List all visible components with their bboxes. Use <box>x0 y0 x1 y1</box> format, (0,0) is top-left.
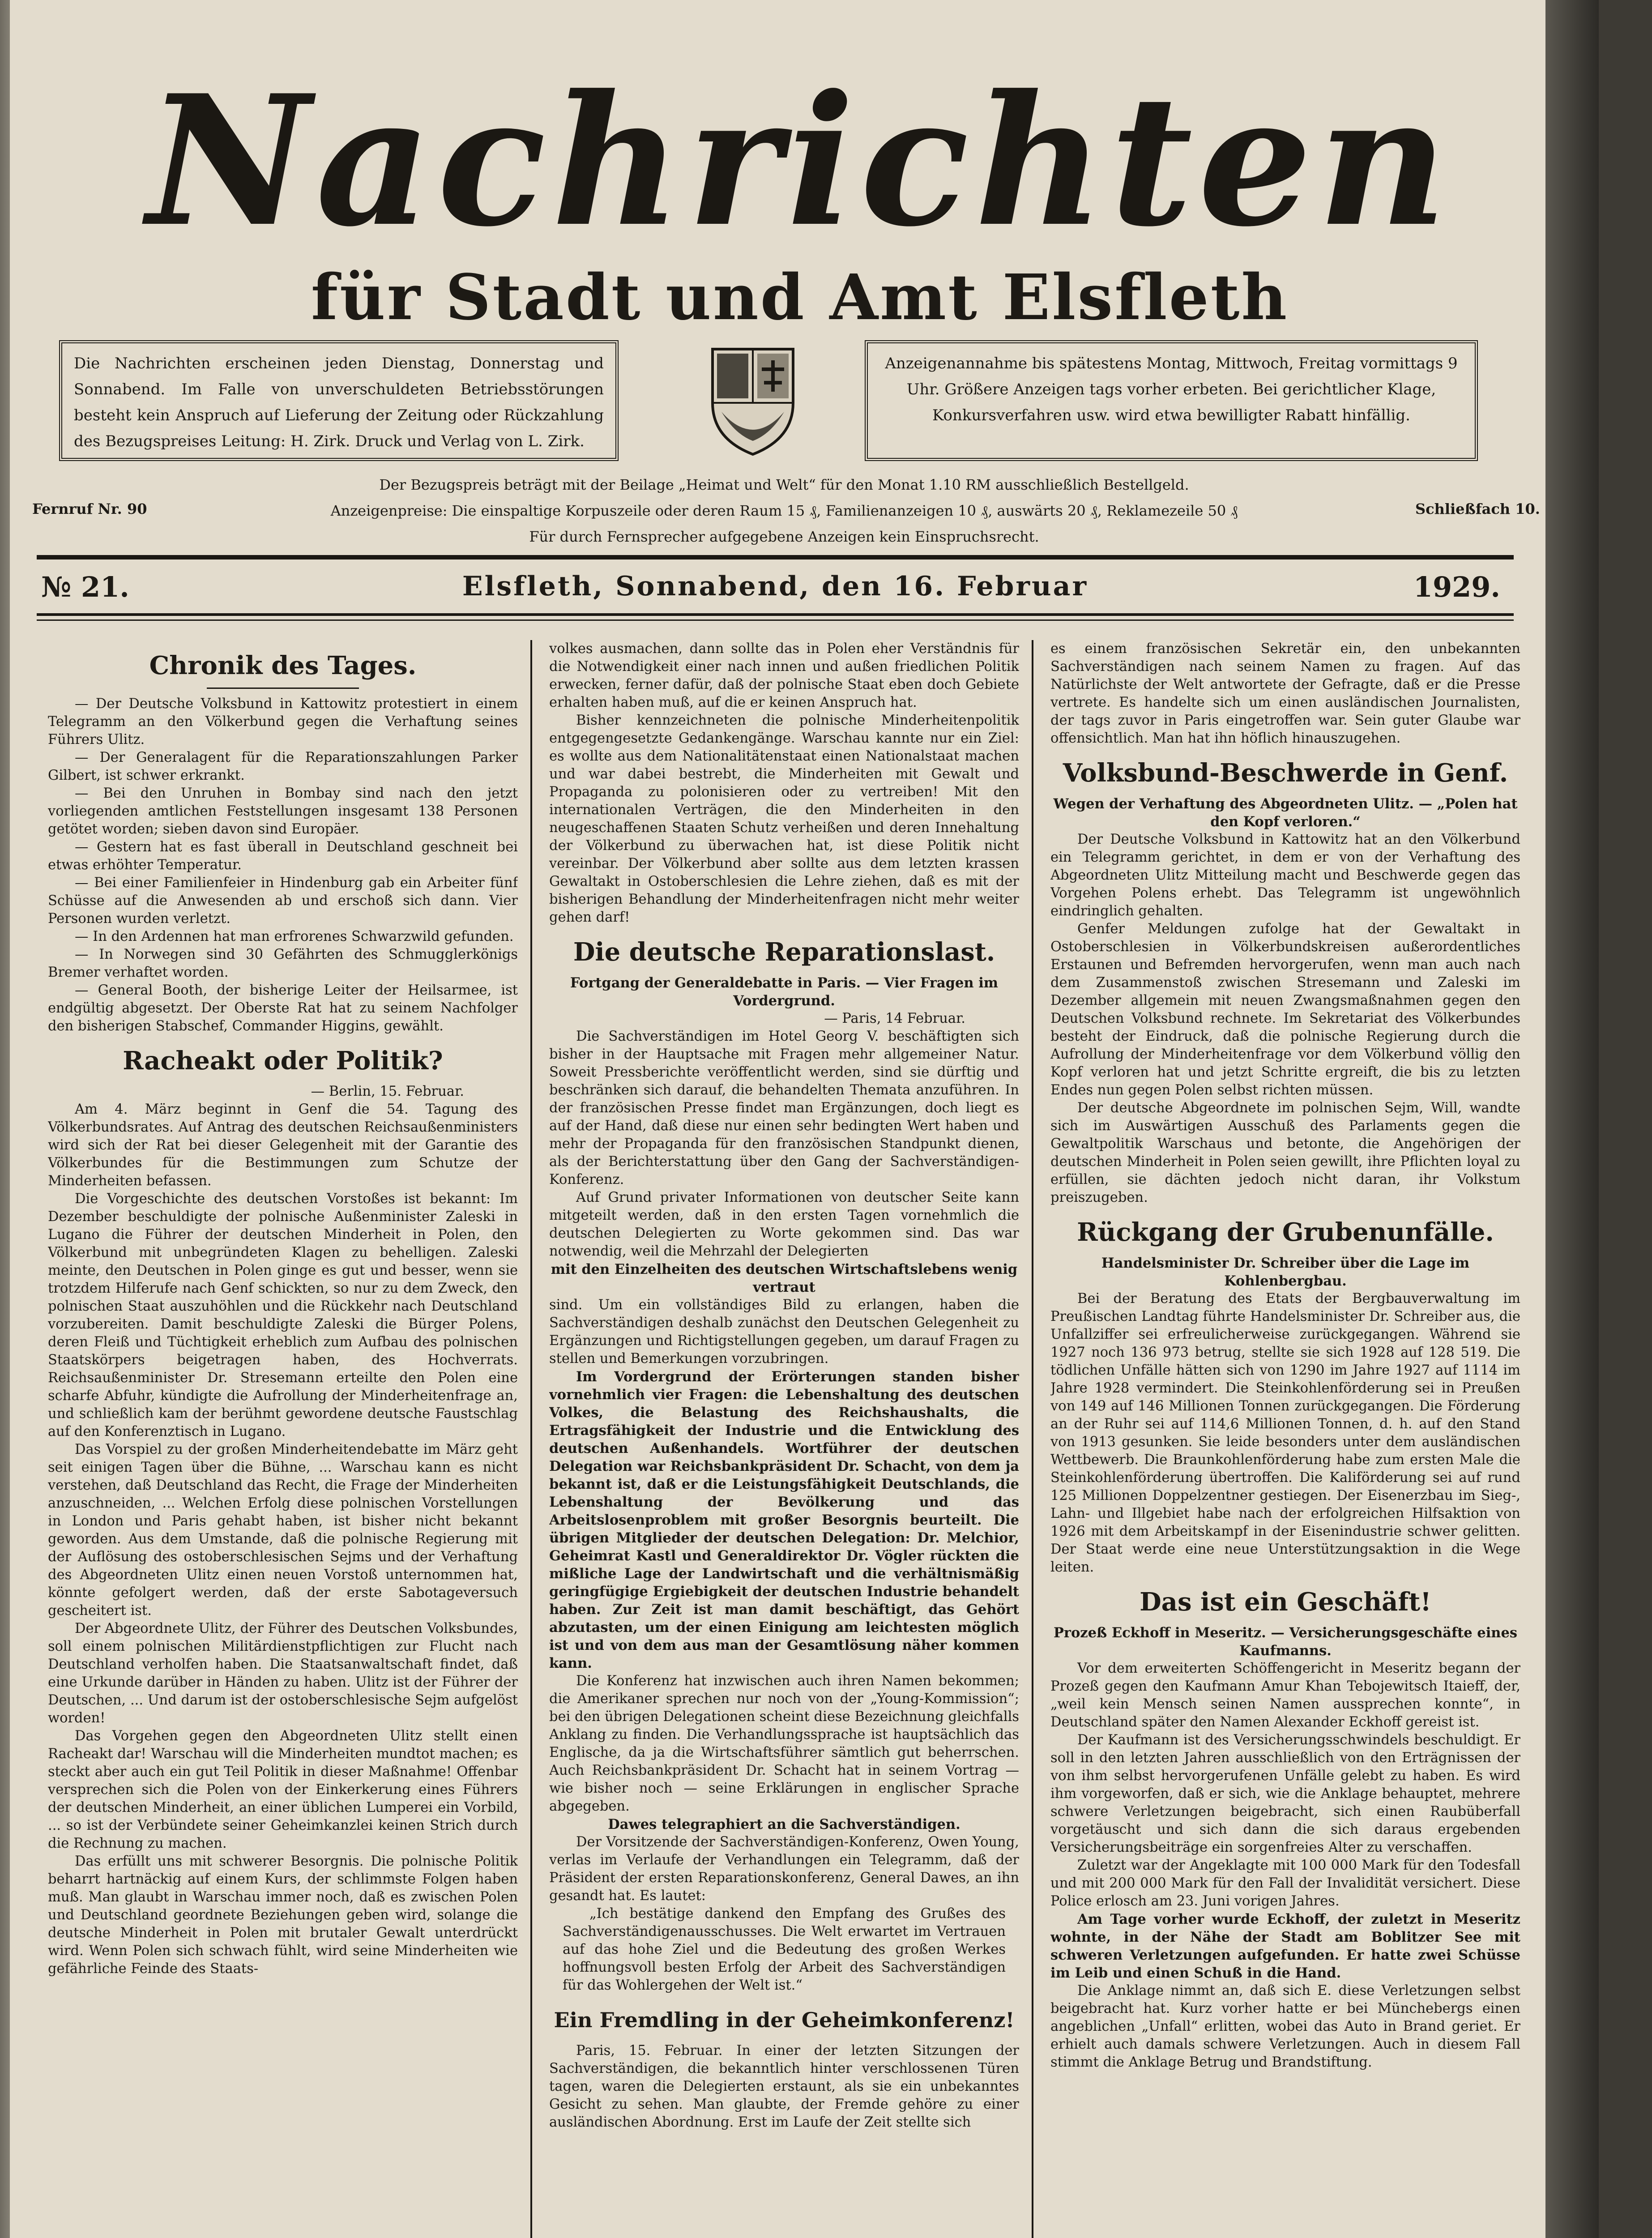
chronik-item: — In Norwegen sind 30 Gefährten des Schmugglerkönigs Bremer verhaftet worden. <box>48 947 518 980</box>
newspaper-page <box>10 0 1599 2238</box>
headline-fremdling: Ein Fremdling in der Geheimkonferenz! <box>554 2008 1015 2032</box>
article-paragraph: volkes ausmachen, dann sollte das in Polen eher Verständnis für die Notwendigkeit einer nach innen und außen friedlichen Politik erwecken, ferner dafür, daß der polnische Staat eben doch Gebiete erhalten haben muß, auf die er keinen Anspruch hat. <box>549 641 1019 710</box>
article-paragraph: Der Vorsitzende der Sachverständigen-Konferenz, Owen Young, verlas im Verlaufe der Verhandlungen ein Telegramm, daß der Präsident der ersten Reparationskonferenz, General Dawes, an ihn gesandt hat. Es lautet: <box>549 1834 1019 1904</box>
column-divider-1 <box>530 640 532 2238</box>
article-paragraph: sind. Um ein vollständiges Bild zu erlangen, haben die Sachverständigen deshalb zunächst den Deutschen Gelegenheit zu Ergänzungen und Richtigstellungen gegeben, um darauf Fragen zu stellen und Bemerkungen vorzubringen. <box>549 1297 1019 1367</box>
article-paragraph: Bei der Beratung des Etats der Bergbauverwaltung im Preußischen Landtag führte Handelsminister Dr. Schreiber aus, die Unfallziffer sei erfreulicherweise zurückgegangen. Während sie 1927 noch 136 973 betrug, stellte sie sich 1928 auf 128 519. Die tödlichen Unfälle hätten sich von 1290 im Jahre 1927 auf 1114 im Jahre 1928 vermindert. Die Steinkohlenförderung sei in Preußen von 149 auf 146 Millionen Tonnen zurückgegangen. Die Förderung an der Ruhr sei auf 114,6 Millionen Tonnen, d. h. auf den Stand von 1913 gesunken. Sie leide besonders unter dem ausländischen Wettbewerb. Die Braunkohlenförderung habe zum ersten Male die Steinkohlenförderung übertroffen. Die Kaliförderung sei auf rund 125 Millionen Doppelzentner gestiegen. Der Eisenerzbau im Sieg-, Lahn- und Illgebiet habe nach der erfolgreichen Hilfsaktion von 1926 mit dem Arbeitskampf in der Eisenindustrie schwer gelitten. Der Staat werde eine neue Unterstützungsaktion in die Wege leiten. <box>1050 1291 1520 1575</box>
chronik-item: — Bei den Unruhen in Bombay sind nach den jetzt vorliegenden amtlichen Feststellungen insgesamt 138 Personen getötet worden; sieben davon sind Europäer. <box>48 786 518 837</box>
postbox-number: Schließfach 10. <box>1415 500 1540 517</box>
headline-geschaeft: Das ist ein Geschäft! <box>1140 1587 1431 1617</box>
page-edge-shadow <box>1545 0 1599 2238</box>
article-subheading: Prozeß Eckhoff in Meseritz. — Versicherungsgeschäfte eines Kaufmanns. <box>1053 1625 1518 1659</box>
article-paragraph: Genfer Meldungen zufolge hat der Gewaltakt in Ostoberschlesien in Völkerbundskreisen außerordentliches Erstaunen und Befremden hervorgerufen, wenn man auch nach dem Zusammenstoß zwischen Stresemann und Zaleski im Dezember allgemein mit neuen Zwangsmaßnahmen gegen den Deutschen Volksbund rechnete. Im Sekretariat des Völkerbundes besteht der Eindruck, daß die polnische Regierung durch die Aufrollung der Minderheitenfrage vor dem Völkerbund völlig den Kopf verloren hat und jetzt Schritte ergreift, die bis zu letzten Endes nun gegen Polen selbst richten müssen. <box>1050 921 1520 1098</box>
article-paragraph: Die Vorgeschichte des deutschen Vorstoßes ist bekannt: Im Dezember beschuldigte der polnische Außenminister Zaleski in Lugano die Führer der deutschen Minderheit in Polen, den Völkerbund mit unbegründeten Klagen zu behelligen. Zaleski meinte, den Deutschen in Polen ginge es gut und besser, wenn sie trotzdem Hilferufe nach Genf schickten, so nur zu dem Zweck, den polnischen Staat auszuhöhlen und die Rückkehr nach Deutschland vorzubereiten. Damit beschuldigte Zaleski die Bürger Polens, deren Fleiß und Tüchtigkeit erheblich zum Aufbau des polnischen Staatskörpers beigetragen haben, des Hochverrats. Reichsaußenminister Dr. Stresemann erteilte den Polen eine scharfe Abfuhr, kündigte die Aufrollung der Minderheitenfrage an, und schließlich kam der berühmt gewordene deutsche Faustschlag auf den Konferenztisch in Lugano. <box>48 1191 518 1439</box>
article-paragraph: Der Deutsche Volksbund in Kattowitz hat an den Völkerbund ein Telegramm gerichtet, in dem er von der Verhaftung des Abgeordneten Ulitz Mitteilung macht und Beschwerde gegen das Vorgehen Polens erhebt. Das Telegramm ist ungewöhnlich eindringlich gehalten. <box>1050 832 1520 919</box>
headline-grubenunfaelle: Rückgang der Grubenunfälle. <box>1077 1217 1494 1247</box>
chronik-item: — Gestern hat es fast überall in Deutschland geschneit bei etwas erhöhter Temperatur. <box>48 839 518 873</box>
issue-place-date: Elsfleth, Sonnabend, den 16. Februar <box>462 571 1089 602</box>
article-paragraph: Vor dem erweiterten Schöffengericht in Meseritz begann der Prozeß gegen den Kaufmann Amur Khan Tebojewitsch Itaieff, der, „weil kein Mensch seinen Namen aussprechen konnte“, in Deutschland später den Namen Alexander Eckhoff gereist ist. <box>1050 1661 1520 1730</box>
headline-racheakt: Racheakt oder Politik? <box>123 1046 443 1076</box>
article-subheading: Fortgang der Generaldebatte in Paris. — Vier Fragen im Vordergrund. <box>570 975 999 1009</box>
headline-volksbund: Volksbund-Beschwerde in Genf. <box>1063 758 1508 788</box>
article-subheading: Dawes telegraphiert an die Sachverständigen. <box>608 1816 960 1832</box>
chronik-item: — Der Deutsche Volksbund in Kattowitz protestiert in einem Telegramm an den Völkerbund gegen die Verhaftung seines Führers Ulitz. <box>48 696 518 747</box>
article-paragraph: Der Abgeordnete Ulitz, der Führer des Deutschen Volksbundes, soll einem polnischen Militärdienstpflichtigen zur Flucht nach Deutschland verholfen haben. Die Staatsanwaltschaft findet, daß eine Urkunde darüber in Händen zu haben. Ulitz ist der Führer der Deutschen, ... Und darum ist der ostoberschlesische Sejm aufgelöst worden! <box>48 1621 518 1726</box>
article-paragraph: Am 4. März beginnt in Genf die 54. Tagung des Völkerbundsrates. Auf Antrag des deutschen Reichsaußenministers wird sich der Rat bei dieser Gelegenheit mit der Garantie des Völkerbundes für die Bestimmungen zum Schutze der Minderheiten befassen. <box>48 1102 518 1189</box>
article-emphasis: mit den Einzelheiten des deutschen Wirtschaftslebens wenig vertraut <box>551 1261 1018 1295</box>
article-paragraph: Die Sachverständigen im Hotel Georg V. beschäftigten sich bisher in der Hauptsache mit Fragen mehr allgemeiner Natur. Soweit Pressberichte veröffentlicht werden, sind sie dürftig und beschränken sich darauf, die behandelten Themata anzuführen. In der französischen Presse findet man Ergänzungen, doch liegt es auf der Hand, daß diese nur einen sehr bedingten Wert haben und mehr der Propaganda für den französischen Standpunkt dienen, als der Berichterstattung über den Gang der Sachverständigen-Konferenz. <box>549 1029 1019 1187</box>
article-paragraph: Das Vorgehen gegen den Abgeordneten Ulitz stellt einen Racheakt dar! Warschau will die Minderheiten mundtot machen; es steckt aber auch ein gut Teil Politik in dieser Maßnahme! Offenbar versprechen sich die Polen von der Einkerkerung eines Führers der deutschen Minderheit, an einer üblichen Lumperei ein Vorbild, ... so ist der Verbündete seiner Geheimkanzlei keinen Strich durch die Rechnung zu machen. <box>48 1728 518 1851</box>
article-paragraph: Das erfüllt uns mit schwerer Besorgnis. Die polnische Politik beharrt hartnäckig auf einem Kurs, der schlimmste Folgen haben muß. Man glaubt in Warschau immer noch, daß es zwischen Polen und Deutschland geordnete Beziehungen geben wird, solange die deutsche Minderheit in Polen mit brutaler Gewalt unterdrückt wird. Wenn Polen sich schwach fühlt, wird seine Minderheiten wie gefährliche Feinde des Staats- <box>48 1854 518 1977</box>
column-2 <box>549 640 1019 2238</box>
article-subheading: Handelsminister Dr. Schreiber über die Lage im Kohlenbergbau. <box>1101 1255 1470 1289</box>
column-divider-2 <box>1032 640 1033 2238</box>
issue-dateline <box>37 571 1514 606</box>
article-paragraph: es einem französischen Sekretär ein, den unbekannten Sachverständigen nach seinem Namen zu fragen. Auf das Natürlichste der Welt antwortete der Gefragte, daß er die Presse vertrete. Es handelte sich um einen ausländischen Journalisten, der tags zuvor in Paris eingetroffen war. Sein guter Glaube war offensichtlich. Man hat ihn höflich hinauszugehen. <box>1050 641 1520 746</box>
subscription-line-1: Der Bezugspreis beträgt mit der Beilage „Heimat und Welt“ für den Monat 1.10 RM ausschließlich Bestellgeld. <box>379 476 1189 493</box>
headline-reparation: Die deutsche Reparationslast. <box>573 937 995 967</box>
subscription-line-3: Für durch Fernsprecher aufgegebene Anzeigen kein Einspruchsrecht. <box>529 528 1039 545</box>
headline-rule <box>207 688 359 689</box>
article-paragraph: Zuletzt war der Angeklagte mit 100 000 Mark für den Todesfall und mit 200 000 Mark für den Fall der Invalidität versichert. Diese Police erlosch am 23. Juni vorigen Jahres. <box>1050 1858 1520 1909</box>
header-rule-bottom-thin <box>37 619 1514 621</box>
column-3 <box>1050 640 1520 2238</box>
advertisement-info-box: Anzeigenannahme bis spätestens Montag, Mittwoch, Freitag vormittags 9 Uhr. Größere Anzeigen tags vorher erbeten. Bei gerichtlicher Klage, Konkursverfahren usw. wird etwa bewilligter Rabatt hinfällig. <box>865 340 1478 461</box>
headline-chronik: Chronik des Tages. <box>149 651 417 680</box>
article-paragraph: Der Kaufmann ist des Versicherungsschwindels beschuldigt. Er soll in den letzten Jahren ausschließlich von den Erträgnissen der von ihm selbst hervorgerufenen Unfälle gelebt zu haben. Es wird ihm vorgeworfen, daß er sich, wie die Anklage behauptet, mehrere schwere Verletzungen beigebracht, sich einen Raubüberfall vorgetäuscht und sich dann die sich daraus ergebenden Versicherungsbeiträge ein sorgenfreies Alter zu verschaffen. <box>1050 1732 1520 1855</box>
article-subheading: Wegen der Verhaftung des Abgeordneten Ulitz. — „Polen hat den Kopf verloren.“ <box>1053 796 1518 830</box>
issue-number: № 21. <box>41 571 129 603</box>
article-paragraph: Auf Grund privater Informationen von deutscher Seite kann mitgeteilt werden, daß in den ersten Tagen vornehmlich die deutschen Delegierten zu Worte gekommen sind. Das war notwendig, weil die Mehrzahl der Delegierten <box>549 1190 1019 1259</box>
article-paragraph: Die Anklage nimmt an, daß sich E. diese Verletzungen selbst beigebracht hat. Kurz vorher hatte er bei Münchebergs einen angeblichen „Unfall“ erlitten, wobei das Auto in Brand geriet. Er erhielt auch damals schwere Verletzungen. Auch in diesem Fall stimmt die Anklage Betrug und Brandstiftung. <box>1050 1983 1520 2070</box>
article-paragraph-bold: Im Vordergrund der Erörterungen standen bisher vornehmlich vier Fragen: die Lebenshaltung des deutschen Volkes, die Belastung des Reichshaushalts, die Ertragsfähigkeit der Industrie und die Entwicklung des deutschen Außenhandels. Wortführer der deutschen Delegation war Reichsbankpräsident Dr. Schacht, von dem ja bekannt ist, daß er die Leistungsfähigkeit Deutschlands, die Lebenshaltung der Bevölkerung und das Arbeitslosenproblem mit großer Besorgnis beurteilt. Die übrigen Mitglieder der deutschen Delegation: Dr. Melchior, Geheimrat Kastl und Generaldirektor Dr. Vögler rückten die mißliche Lage der Landwirtschaft und die verhältnismäßig geringfügige Ergiebigkeit der deutschen Industrie behandelt haben. Zur Zeit ist man damit beschäftigt, das Gehört abzutasten, um der einen Einigung am leichtesten möglich ist und von dem aus man der Gesamtlösung näher kommen kann. <box>549 1369 1019 1671</box>
article-paragraph: Das Vorspiel zu der großen Minderheitendebatte im März geht seit einigen Tagen über die Bühne, ... Warschau kann es nicht verstehen, daß Deutschland das Recht, die Frage der Minderheiten anzuschneiden, ... Welchen Erfolg diese polnischen Vorstellungen in London und Paris gehabt haben, ist bisher nicht bekannt geworden. Aus dem Umstande, daß die polnische Regierung mit der Auflösung des ostoberschlesischen Sejms und der Verhaftung des Abgeordneten Ulitz einen neuen Vorstoß unternommen hat, könnte gefolgert werden, daß der erste Sabotageversuch gescheitert ist. <box>48 1442 518 1619</box>
telephone-number: Fernruf Nr. 90 <box>32 500 147 517</box>
chronik-item: — Bei einer Familienfeier in Hindenburg gab ein Arbeiter fünf Schüsse auf die Anwesenden ab und erschoß sich dann. Vier Personen wurden verletzt. <box>48 875 518 927</box>
chronik-item: — Der Generalagent für die Reparationszahlungen Parker Gilbert, ist schwer erkrankt. <box>48 750 518 783</box>
masthead-title: Nachrichten <box>146 56 1453 266</box>
column-1 <box>48 640 518 2238</box>
article-paragraph: Paris, 15. Februar. In einer der letzten Sitzungen der Sachverständigen, die bekanntlich hinter verschlossenen Türen tagen, waren die Delegierten erstaunt, als sie ein unbekanntes Gesicht zu sehen. Man glaubte, der Fremde gehöre zu einer ausländischen Abordnung. Erst im Laufe der Zeit stellte sich <box>549 2043 1019 2130</box>
ad-prices-line: Anzeigenpreise: Die einspaltige Korpuszeile oder deren Raum 15 ₰, Familienanzeigen 10 ₰, auswärts 20 ₰, Reklamezeile 50 ₰ <box>330 502 1238 519</box>
masthead-subtitle: für Stadt und Amt Elsfleth <box>311 261 1289 334</box>
chronik-item: — General Booth, der bisherige Leiter der Heilsarmee, ist endgültig abgesetzt. Der Oberste Rat hat zu seinem Nachfolger den bisherigen Stabschef, Commander Higgins, gewählt. <box>48 982 518 1034</box>
elsfleth-coat-of-arms-icon <box>708 345 798 457</box>
article-paragraph: Der deutsche Abgeordnete im polnischen Sejm, Will, wandte sich im Auswärtigen Ausschuß des Parlaments gegen die Gewaltpolitik Warschaus und betonte, die Angehörigen der deutschen Minderheit in Polen seien gewillt, ihre Pflichten loyal zu erfüllen, sie dächten jedoch nicht daran, ihr Volkstum preiszugeben. <box>1050 1100 1520 1205</box>
publication-info-box: Die Nachrichten erscheinen jeden Dienstag, Donnerstag und Sonnabend. Im Falle von unverschuldeten Betriebsstörungen besteht kein Anspruch auf Lieferung der Zeitung oder Rückzahlung des Bezugspreises Leitung: H. Zirk. Druck und Verlag von L. Zirk. <box>59 340 619 461</box>
header-rule-top <box>37 555 1514 560</box>
chronik-item: — In den Ardennen hat man erfrorenes Schwarzwild gefunden. <box>75 929 514 944</box>
article-paragraph: Bisher kennzeichneten die polnische Minderheitenpolitik entgegengesetzte Gedankengänge. Warschau kannte nur ein Ziel: es wollte aus dem Nationalitätenstaat einen Nationalstaat machen und war dabei bestrebt, die Minderheiten mit Gewalt und Propaganda zu polonisieren oder zu vertreiben! Mit den internationalen Verträgen, die den Minderheiten in den neugeschaffenen Staaten Schutz verheißen und deren Innehaltung der Völkerbund zu überwachen hat, ist diese Politik nicht vereinbar. Der Völkerbund aber sollte aus dem letzten krassen Gewaltakt in Ostoberschlesien die Lehre ziehen, daß es mit der bisherigen Behandlung der Minderheitenfragen nicht mehr weiter gehen darf! <box>549 713 1019 925</box>
header-rule-bottom <box>37 613 1514 616</box>
article-dateline: — Berlin, 15. Februar. <box>311 1084 464 1099</box>
article-dateline: — Paris, 14 Februar. <box>824 1011 965 1026</box>
article-paragraph: Die Konferenz hat inzwischen auch ihren Namen bekommen; die Amerikaner sprechen nur noch von der „Young-Kommission“; bei den übrigen Delegationen scheint diese Bezeichnung gleichfalls Anklang zu finden. Die Verhandlungssprache ist hauptsächlich das Englische, da ja die Wirtschaftsführer sämtlich gut beherrschen. Auch Reichsbankpräsident Dr. Schacht hat in seinem Vortrag — wie bisher noch — seine Erklärungen in englischer Sprache abgegeben. <box>549 1673 1019 1814</box>
telegram-quote: „Ich bestätige dankend den Empfang des Grußes des Sachverständigenausschusses. Die Welt erwartet im Vertrauen auf das hohe Ziel und die Bedeutung des großen Werkes hoffnungsvoll besten Erfolg der Arbeit des Sachverständigen für das Wohlergehen der Welt ist.“ <box>563 1906 1006 1993</box>
issue-year: 1929. <box>1413 571 1500 603</box>
article-paragraph-bold: Am Tage vorher wurde Eckhoff, der zuletzt in Meseritz wohnte, in der Nähe der Stadt am Boblitzer See mit schweren Verletzungen aufgefunden. Er hatte zwei Schüsse im Leib und einen Schuß in die Hand. <box>1050 1911 1520 1981</box>
